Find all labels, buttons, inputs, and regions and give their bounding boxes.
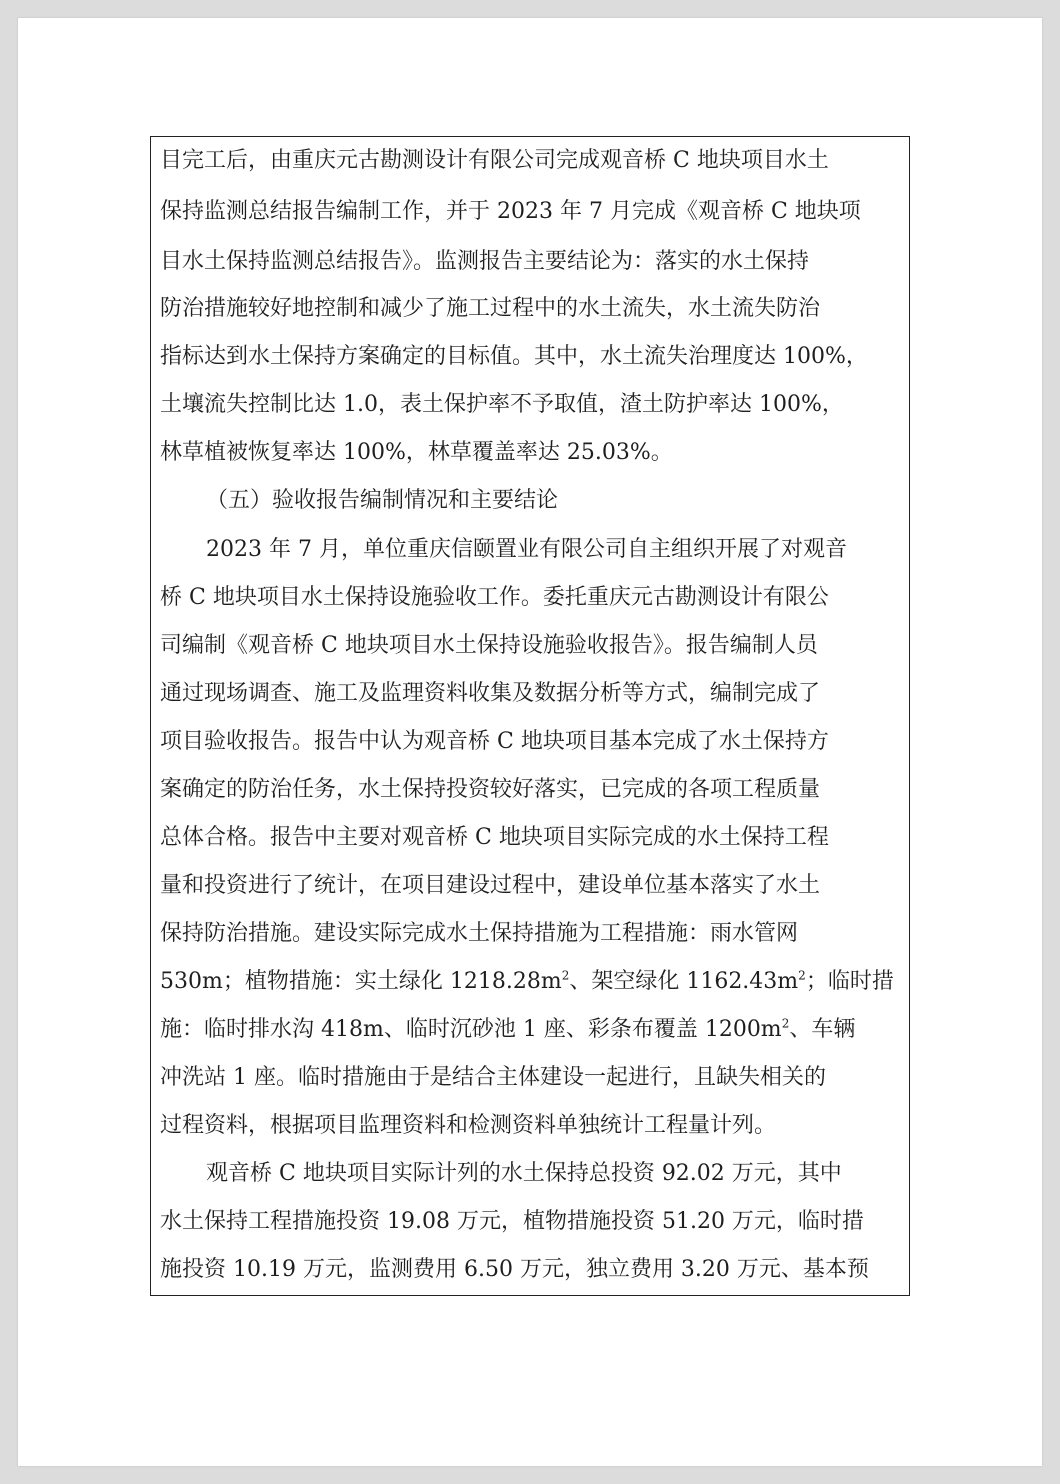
text-fragment: 、车辆 — [789, 1017, 856, 1042]
text-line: 水土保持工程措施投资 19.08 万元，植物措施投资 51.20 万元，临时措 — [160, 1209, 864, 1234]
superscript: 2 — [561, 968, 570, 983]
text-line — [160, 965, 906, 999]
text-line: 总体合格。报告中主要对观音桥 C 地块项目实际完成的水土保持工程 — [160, 825, 829, 850]
text-line: 土壤流失控制比达 1.0，表土保护率不予取值，渣土防护率达 100%， — [160, 392, 844, 417]
text-line: 目水土保持监测总结报告》。监测报告主要结论为：落实的水土保持 — [160, 249, 810, 274]
text-line: 项目验收报告。报告中认为观音桥 C 地块项目基本完成了水土保持方 — [160, 729, 829, 754]
text-line: 案确定的防治任务，水土保持投资较好落实，已完成的各项工程质量 — [160, 777, 821, 802]
superscript: 2 — [798, 968, 806, 983]
text-line: 目完工后，由重庆元古勘测设计有限公司完成观音桥 C 地块项目水土 — [160, 148, 829, 173]
text-line: 桥 C 地块项目水土保持设施验收工作。委托重庆元古勘测设计有限公 — [160, 585, 829, 610]
text-fragment: ；临时措 — [805, 969, 894, 994]
text-line: 通过现场调查、施工及监理资料收集及数据分析等方式，编制完成了 — [160, 681, 821, 706]
text-line: 防治措施较好地控制和减少了施工过程中的水土流失，水土流失防治 — [160, 296, 821, 321]
text-line: 冲洗站 1 座。临时措施由于是结合主体建设一起进行，且缺失相关的 — [160, 1065, 826, 1090]
text-line: 过程资料，根据项目监理资料和检测资料单独统计工程量计列。 — [160, 1113, 777, 1138]
text-line: 2023 年 7 月，单位重庆信颐置业有限公司自主组织开展了对观音 — [206, 537, 847, 562]
text-line: 保持防治措施。建设实际完成水土保持措施为工程措施：雨水管网 — [160, 921, 799, 946]
text-line: 林草植被恢复率达 100%，林草覆盖率达 25.03%。 — [160, 440, 673, 465]
text-line: 指标达到水土保持方案确定的目标值。其中，水土流失治理度达 100%， — [160, 344, 868, 369]
text-line — [160, 1013, 906, 1047]
text-fragment: 、架空绿化 1162.43m — [569, 969, 799, 994]
text-line: 司编制《观音桥 C 地块项目水土保持设施验收报告》。报告编制人员 — [160, 633, 818, 658]
text-fragment: 530m；植物措施：实土绿化 1218.28m — [160, 969, 562, 994]
superscript: 2 — [781, 1016, 790, 1031]
text-fragment: 施：临时排水沟 418m、临时沉砂池 1 座、彩条布覆盖 1200m — [160, 1017, 782, 1042]
text-line: 观音桥 C 地块项目实际计列的水土保持总投资 92.02 万元，其中 — [206, 1161, 842, 1186]
text-line: 保持监测总结报告编制工作，并于 2023 年 7 月完成《观音桥 C 地块项 — [160, 199, 861, 224]
text-line: 施投资 10.19 万元，监测费用 6.50 万元，独立费用 3.20 万元、基本预 — [160, 1257, 869, 1282]
text-line: 量和投资进行了统计，在项目建设过程中，建设单位基本落实了水土 — [160, 873, 821, 898]
section-heading: （五）验收报告编制情况和主要结论 — [206, 488, 559, 513]
